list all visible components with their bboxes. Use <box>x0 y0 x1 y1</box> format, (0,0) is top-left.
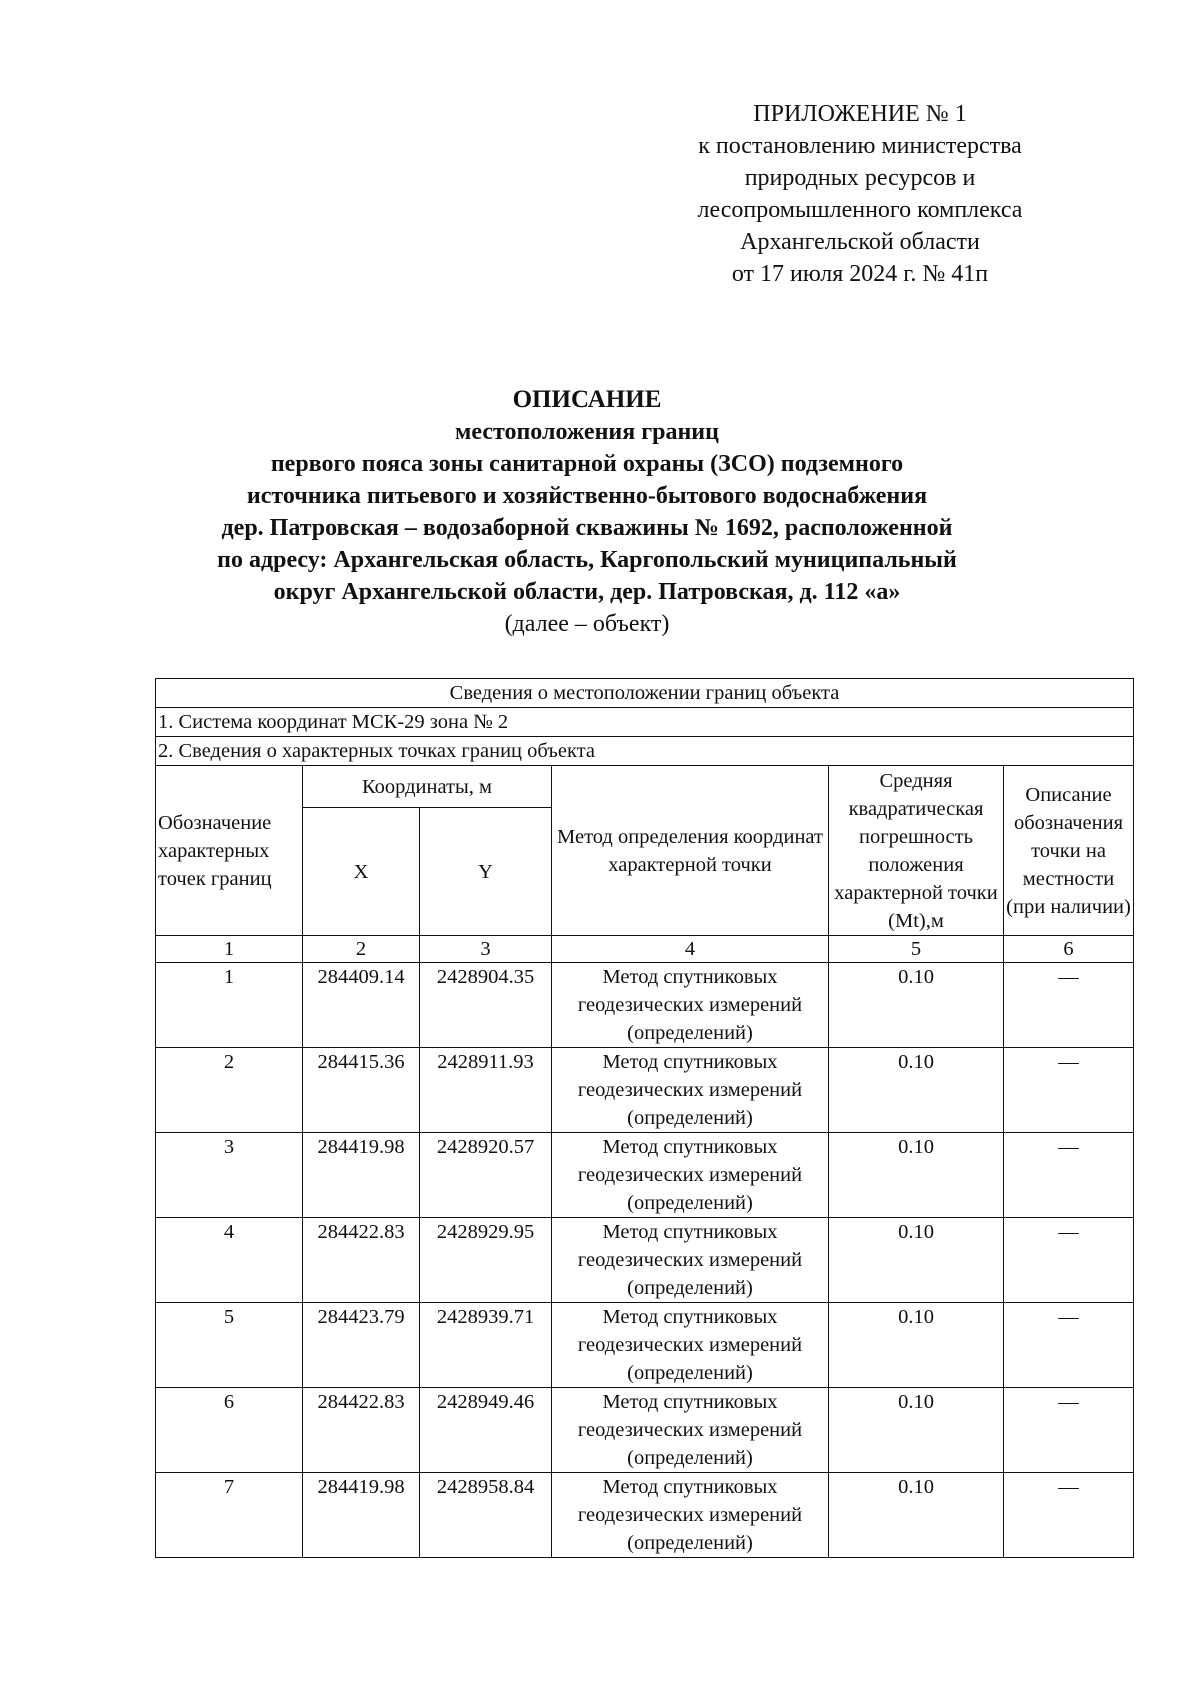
table-row <box>156 1048 1134 1133</box>
description-cell: — <box>1004 963 1134 1048</box>
column-number: 5 <box>829 936 1004 963</box>
y-cell: 2428929.95 <box>420 1218 552 1303</box>
error-cell: 0.10 <box>829 1388 1004 1473</box>
column-number: 2 <box>303 936 420 963</box>
method-cell: Метод спутниковых геодезических измерений (определений) <box>552 1133 829 1218</box>
point-cell: 5 <box>156 1303 303 1388</box>
appendix-line: Архангельской области <box>740 229 980 255</box>
point-cell: 2 <box>156 1048 303 1133</box>
method-cell: Метод спутниковых геодезических измерений (определений) <box>552 1388 829 1473</box>
title-line: дер. Патровская – водозаборной скважины № 1692, расположенной <box>221 515 953 541</box>
table-row <box>156 1133 1134 1218</box>
error-cell: 0.10 <box>829 1218 1004 1303</box>
appendix-line: лесопромышленного комплекса <box>697 197 1023 223</box>
y-cell: 2428949.46 <box>420 1388 552 1473</box>
table-row <box>156 1218 1134 1303</box>
description-cell: — <box>1004 1048 1134 1133</box>
header-x: X <box>303 808 420 936</box>
column-numbers-row <box>156 936 1134 963</box>
y-cell: 2428958.84 <box>420 1473 552 1558</box>
description-cell: — <box>1004 1388 1134 1473</box>
title-line: местоположения границ <box>455 419 719 445</box>
column-number: 1 <box>156 936 303 963</box>
description-cell: — <box>1004 1133 1134 1218</box>
point-cell: 3 <box>156 1133 303 1218</box>
method-cell: Метод спутниковых геодезических измерений (определений) <box>552 1473 829 1558</box>
appendix-line: к постановлению министерства <box>698 133 1022 159</box>
header-method: Метод определения координат характерной точки <box>552 766 829 936</box>
x-cell: 284419.98 <box>303 1473 420 1558</box>
x-cell: 284423.79 <box>303 1303 420 1388</box>
title-line: источника питьевого и хозяйственно-бытового водоснабжения <box>246 483 928 509</box>
x-cell: 284415.36 <box>303 1048 420 1133</box>
point-cell: 1 <box>156 963 303 1048</box>
error-cell: 0.10 <box>829 1048 1004 1133</box>
appendix-line: от 17 июля 2024 г. № 41п <box>731 261 989 287</box>
point-cell: 6 <box>156 1388 303 1473</box>
error-cell: 0.10 <box>829 963 1004 1048</box>
title-line: первого пояса зоны санитарной охраны (ЗСО) подземного <box>270 451 904 477</box>
point-cell: 7 <box>156 1473 303 1558</box>
header-point: Обозначение характерных точек границ <box>156 766 303 936</box>
appendix-header <box>640 98 1080 290</box>
title-line: по адресу: Архангельская область, Каргопольский муниципальный <box>217 547 957 573</box>
method-cell: Метод спутниковых геодезических измерений (определений) <box>552 963 829 1048</box>
method-cell: Метод спутниковых геодезических измерений (определений) <box>552 1303 829 1388</box>
header-error: Средняя квадратическая погрешность положения характерной точки (Mt),м <box>829 766 1004 936</box>
x-cell: 284422.83 <box>303 1388 420 1473</box>
column-number: 6 <box>1004 936 1134 963</box>
y-cell: 2428911.93 <box>420 1048 552 1133</box>
title-main: ОПИСАНИЕ <box>512 386 662 413</box>
header-coords: Координаты, м <box>303 766 552 808</box>
error-cell: 0.10 <box>829 1473 1004 1558</box>
column-number: 4 <box>552 936 829 963</box>
y-cell: 2428939.71 <box>420 1303 552 1388</box>
y-cell: 2428920.57 <box>420 1133 552 1218</box>
column-number: 3 <box>420 936 552 963</box>
header-description: Описание обозначения точки на местности (при наличии) <box>1004 766 1134 936</box>
x-cell: 284409.14 <box>303 963 420 1048</box>
error-cell: 0.10 <box>829 1303 1004 1388</box>
header-y: Y <box>420 808 552 936</box>
error-cell: 0.10 <box>829 1133 1004 1218</box>
point-cell: 4 <box>156 1218 303 1303</box>
table-row <box>156 1303 1134 1388</box>
method-cell: Метод спутниковых геодезических измерений (определений) <box>552 1048 829 1133</box>
description-cell: — <box>1004 1303 1134 1388</box>
x-cell: 284422.83 <box>303 1218 420 1303</box>
document-title <box>120 384 1054 640</box>
description-cell: — <box>1004 1473 1134 1558</box>
appendix-line: ПРИЛОЖЕНИЕ № 1 <box>753 101 967 127</box>
title-note: (далее – объект) <box>504 611 670 637</box>
title-line: округ Архангельской области, дер. Патровская, д. 112 «а» <box>273 579 901 605</box>
table-caption: Сведения о местоположении границ объекта <box>156 679 1134 708</box>
description-cell: — <box>1004 1218 1134 1303</box>
appendix-line: природных ресурсов и <box>744 165 976 191</box>
table-row <box>156 963 1134 1048</box>
method-cell: Метод спутниковых геодезических измерений (определений) <box>552 1218 829 1303</box>
table-row <box>156 1388 1134 1473</box>
x-cell: 284419.98 <box>303 1133 420 1218</box>
y-cell: 2428904.35 <box>420 963 552 1048</box>
coordinate-system: 1. Система координат МСК-29 зона № 2 <box>156 708 1134 737</box>
boundary-points-table <box>155 678 1134 1558</box>
points-section-title: 2. Сведения о характерных точках границ объекта <box>156 737 1134 766</box>
table-row <box>156 1473 1134 1558</box>
